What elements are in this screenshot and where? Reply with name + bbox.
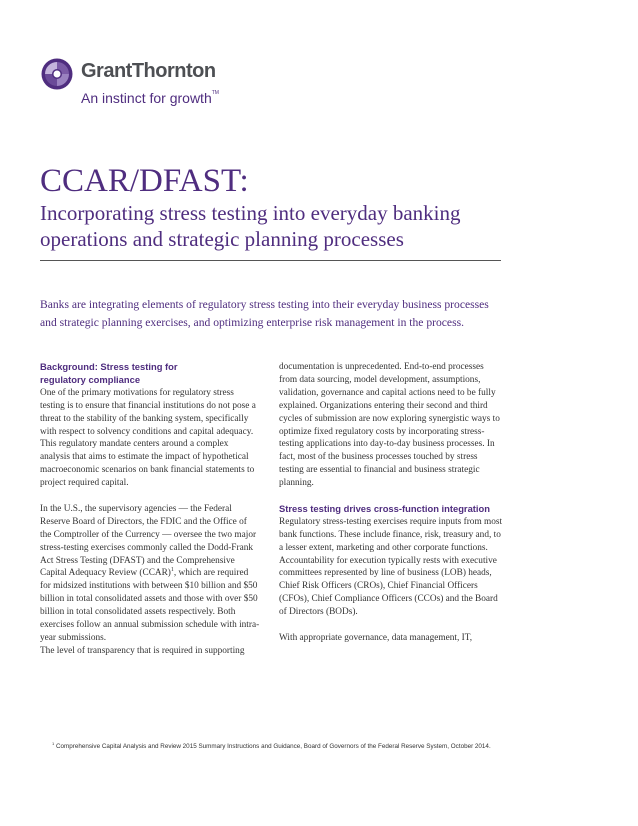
body-paragraph: One of the primary motivations for regulatory stress testing is to ensure that financial institutions do not pose a threat to the stability of the banking system, specifically with respect to solvency conditions and capital adequacy. This regulatory mandate centers around a complex analysis that aims to estimate the impact of hypothetical macroeconomic scenarios on bank financial statements to project required capital. (40, 387, 256, 489)
footnote-reference[interactable]: 1 (170, 567, 174, 574)
footnote: $^1$ Comprehensive Capital Analysis and Review 2015 Summary Instructions and Guidance, Board of Governors of the Federal Reserve System, October 2014. (52, 740, 491, 750)
lead-paragraph: Banks are integrating elements of regulatory stress testing into their everyday business processes and strategic planning exercises, and optimizing enterprise risk management in the process. (40, 298, 489, 329)
section-heading-background: Background: Stress testing for regulatory compliance (40, 361, 178, 385)
body-paragraph: Regulatory stress-testing exercises require inputs from most bank functions. These include finance, risk, treasury and, to a lesser extent, marketing and other corporate functions. Accountability for execution typically rests with executive committees represented by line of business (LOB) heads, Chief Risk Officers (CROs), Chief Financial Officers (CFOs), Chief Compliance Officers (CCOs) and the Board of Directors (BODs). (279, 516, 503, 618)
trademark-mark: TM (211, 90, 219, 96)
document-subtitle: Incorporating stress testing into everyday banking operations and strategic planning processes (40, 201, 461, 251)
footnote-number: 1 (52, 740, 55, 746)
logo-wordmark: GrantThornton (81, 60, 216, 82)
title-divider (40, 260, 501, 261)
body-paragraph: The level of transparency that is required in supporting (40, 645, 245, 656)
body-paragraph: documentation is unprecedented. End-to-end processes from data sourcing, model development, assumptions, validation, governance and capital actions need to be fully explained. Organizations entering their second and third cycles of submission are now exploring synergistic ways to optimize fixed regulatory costs by incorporating stress-testing applications into day-to-day business processes. In fact, most of the business processes touched by stress testing are essential to financial and business strategic planning. (279, 362, 500, 489)
left-column (40, 361, 260, 658)
body-paragraph: In the U.S., the supervisory agencies — the Federal Reserve Board of Directors, the FDIC and the Office of the Comptroller of the Currency — oversee the two major stress-testing exercises commonly called the Dodd-Frank Act Stress Testing (DFAST) and the Comprehensive Capital Adequacy Review (CCAR)$^1$, which are required for midsized institutions with between $10 billion and $50 billion in total consolidated assets and those with over $50 billion in total consolidated assets respectively. Both exercises follow an annual submission schedule with intra-year submissions. (40, 503, 260, 644)
section-heading-cross-function: Stress testing drives cross-function integration (279, 502, 490, 514)
body-paragraph: With appropriate governance, data management, IT, (279, 633, 473, 643)
right-column (279, 361, 503, 645)
logo-tagline: An instinct for growth™ (81, 90, 219, 106)
grant-thornton-logo-mark-icon (41, 58, 73, 90)
grant-thornton-logo (41, 54, 241, 114)
document-title: CCAR/DFAST: (40, 163, 249, 199)
